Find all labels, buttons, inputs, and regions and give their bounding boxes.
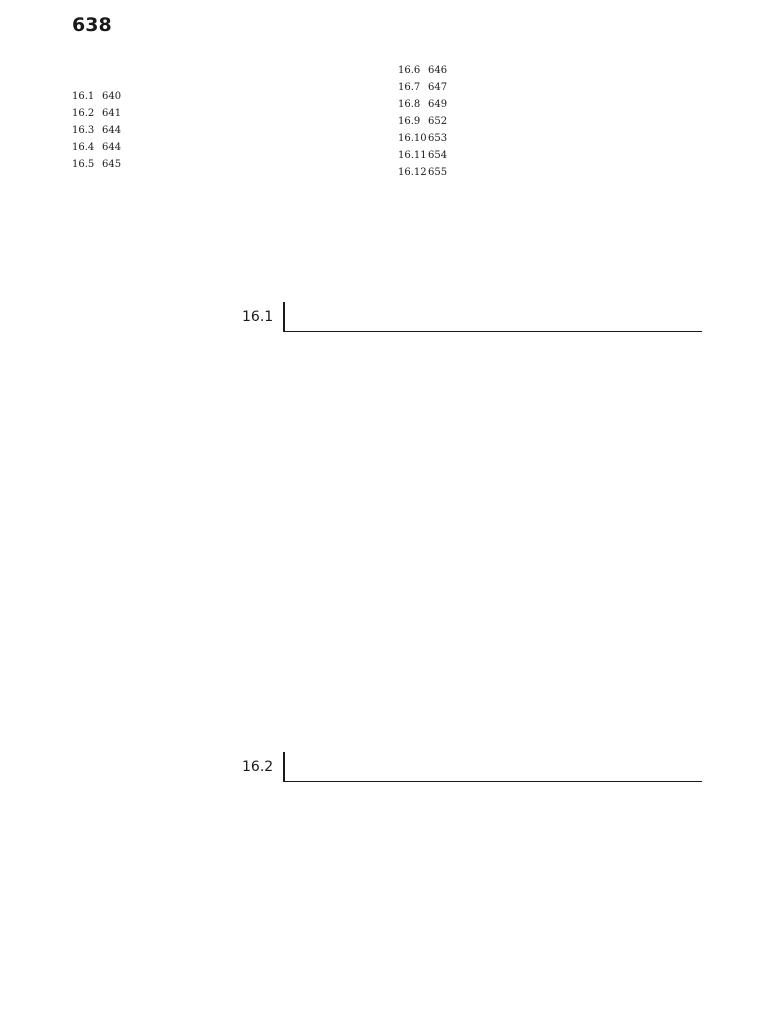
outline-entry-number: 16.4 [72, 142, 95, 153]
outline-entry-page: 647 [428, 82, 448, 93]
outline-entry-number: 16.10 [398, 133, 427, 144]
outline-entry [72, 107, 372, 120]
outline-entry [72, 90, 372, 103]
section-heading-bar [283, 752, 285, 782]
outline-entry-number: 16.7 [398, 82, 421, 93]
outline-entry-page: 652 [428, 116, 448, 127]
outline-entry-number: 16.11 [398, 150, 427, 161]
outline-entry-page: 649 [428, 99, 448, 110]
outline-entry-page: 646 [428, 65, 448, 76]
outline-entry-number: 16.9 [398, 116, 421, 127]
outline-entry [398, 98, 698, 111]
subsection-heading [256, 794, 698, 810]
outline-entry [72, 141, 372, 154]
chapter-outline-left [72, 64, 372, 175]
outline-entry-page: 644 [102, 125, 122, 136]
page-number: 638 [72, 14, 112, 36]
outline-entry-number: 16.2 [72, 108, 95, 119]
section-heading [242, 302, 702, 332]
outline-entry-number: 16.3 [72, 125, 95, 136]
outline-entry-number: 16.8 [398, 99, 421, 110]
section-number: 16.2 [242, 759, 274, 775]
section-number: 16.1 [242, 309, 274, 325]
outline-entry [398, 166, 698, 179]
section-heading-rule [283, 781, 702, 782]
outline-entry [72, 158, 372, 171]
outline-entry [398, 81, 698, 94]
outline-entry-page: 653 [428, 133, 448, 144]
outline-entry [72, 124, 372, 137]
running-head [72, 14, 692, 36]
outline-entry-number: 16.6 [398, 65, 421, 76]
outline-entry-number: 16.1 [72, 91, 95, 102]
outline-entry-number: 16.12 [398, 167, 427, 178]
outline-entry-number: 16.5 [72, 159, 95, 170]
chapter-outline-right [398, 64, 698, 183]
outline-heading [72, 64, 372, 82]
outline-entry-page: 645 [102, 159, 122, 170]
outline-entry [398, 149, 698, 162]
outline-entry [398, 132, 698, 145]
section-heading-bar [283, 302, 285, 332]
outline-entry [398, 115, 698, 128]
section-heading [242, 752, 702, 782]
outline-entry [398, 64, 698, 77]
section-heading-rule [283, 331, 702, 332]
outline-entry-page: 641 [102, 108, 122, 119]
outline-entry-page: 655 [428, 167, 448, 178]
outline-entry-page: 654 [428, 150, 448, 161]
outline-entry-page: 644 [102, 142, 122, 153]
outline-entry-page: 640 [102, 91, 122, 102]
